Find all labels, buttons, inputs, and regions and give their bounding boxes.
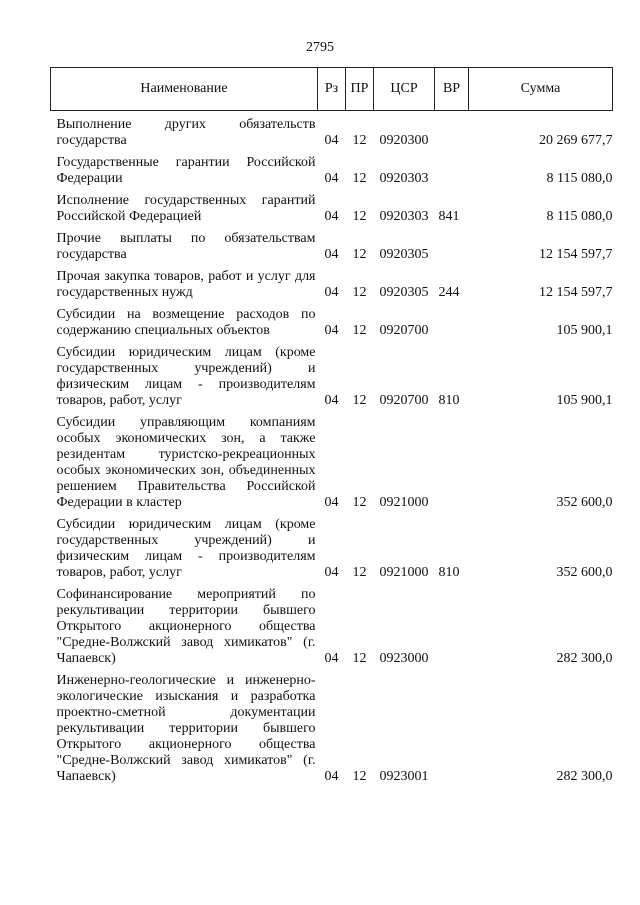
- row-rz: 04: [324, 495, 339, 510]
- row-csr: 0920700: [379, 323, 429, 338]
- row-csr: 0920700: [379, 393, 429, 408]
- row-vr: [435, 587, 469, 673]
- table-row: [51, 269, 613, 307]
- row-vr: [435, 307, 469, 345]
- row-sum: 8 115 080,0: [546, 209, 613, 224]
- table-row: [51, 673, 613, 791]
- row-csr: 0921000: [379, 565, 429, 580]
- row-csr: 0920303: [379, 171, 429, 186]
- row-sum: 105 900,1: [556, 393, 613, 408]
- row-sum: 282 300,0: [556, 769, 613, 784]
- row-name: Софинансирование мероприятий по рекультивации территории бывшего Открытого акционерного общества "Средне-Волжский завод химикатов" (г. Чапаевск): [56, 587, 316, 666]
- row-rz: 04: [324, 285, 339, 300]
- table-row: [51, 307, 613, 345]
- row-pr: 12: [352, 769, 367, 784]
- row-rz: 04: [324, 651, 339, 666]
- row-vr: [435, 415, 469, 517]
- row-csr: 0920300: [379, 133, 429, 148]
- row-vr: 810: [438, 393, 460, 408]
- row-vr: 810: [438, 565, 460, 580]
- table-row: [51, 587, 613, 673]
- row-pr: 12: [352, 393, 367, 408]
- table-row: [51, 517, 613, 587]
- row-rz: 04: [324, 133, 339, 148]
- table-row: [51, 111, 613, 156]
- row-pr: 12: [352, 209, 367, 224]
- row-pr: 12: [352, 171, 367, 186]
- row-sum: 8 115 080,0: [546, 171, 613, 186]
- row-pr: 12: [352, 285, 367, 300]
- row-name: Инженерно-геологические и инженерно-экологические изыскания и разработка проектно-сметной документации рекультивации территории бывшего Открытого акционерного общества "Средне-Волжский завод химикатов" (г. Чапаевск): [56, 673, 316, 784]
- row-name: Субсидии юридическим лицам (кроме государственных учреждений) и физическим лицам - производителям товаров, работ, услуг: [56, 517, 316, 580]
- row-name: Государственные гарантии Российской Федерации: [56, 155, 316, 186]
- row-pr: 12: [352, 565, 367, 580]
- row-name: Субсидии управляющим компаниям особых экономических зон, а также резидентам туристско-рекреационных особых экономических зон, объединенных решением Правительства Российской Федерации в кластер: [56, 415, 316, 510]
- row-vr: [435, 231, 469, 269]
- row-sum: 352 600,0: [556, 565, 613, 580]
- table-header-row: [51, 68, 613, 111]
- column-header-csr: ЦСР: [374, 68, 435, 111]
- row-rz: 04: [324, 565, 339, 580]
- row-pr: 12: [352, 495, 367, 510]
- row-rz: 04: [324, 393, 339, 408]
- row-name: Исполнение государственных гарантий Российской Федерацией: [56, 193, 316, 224]
- row-name: Субсидии юридическим лицам (кроме государственных учреждений) и физическим лицам - производителям товаров, работ, услуг: [56, 345, 316, 408]
- row-pr: 12: [352, 651, 367, 666]
- row-csr: 0921000: [379, 495, 429, 510]
- table-row: [51, 415, 613, 517]
- row-rz: 04: [324, 171, 339, 186]
- row-sum: 12 154 597,7: [539, 285, 613, 300]
- row-sum: 20 269 677,7: [539, 133, 613, 148]
- row-csr: 0923000: [379, 651, 429, 666]
- table-row: [51, 231, 613, 269]
- row-rz: 04: [324, 769, 339, 784]
- row-rz: 04: [324, 323, 339, 338]
- row-csr: 0920305: [379, 247, 429, 262]
- row-csr: 0920303: [379, 209, 429, 224]
- row-csr: 0923001: [379, 769, 429, 784]
- row-name: Прочая закупка товаров, работ и услуг для государственных нужд: [56, 269, 316, 300]
- row-vr: [435, 673, 469, 791]
- column-header-rz: Рз: [318, 68, 346, 111]
- row-pr: 12: [352, 323, 367, 338]
- row-vr: [435, 111, 469, 156]
- table-row: [51, 345, 613, 415]
- row-sum: 105 900,1: [556, 323, 613, 338]
- row-vr: [435, 155, 469, 193]
- budget-table: [50, 67, 613, 791]
- column-header-sum: Сумма: [469, 68, 613, 111]
- row-name: Выполнение других обязательств государства: [56, 117, 316, 148]
- column-header-vr: ВР: [435, 68, 469, 111]
- row-pr: 12: [352, 133, 367, 148]
- row-vr: 841: [438, 209, 460, 224]
- row-rz: 04: [324, 209, 339, 224]
- row-csr: 0920305: [379, 285, 429, 300]
- row-name: Субсидии на возмещение расходов по содержанию специальных объектов: [56, 307, 316, 338]
- row-sum: 12 154 597,7: [539, 247, 613, 262]
- row-name: Прочие выплаты по обязательствам государства: [56, 231, 316, 262]
- row-pr: 12: [352, 247, 367, 262]
- table-row: [51, 155, 613, 193]
- table-row: [51, 193, 613, 231]
- column-header-pr: ПР: [346, 68, 374, 111]
- row-sum: 352 600,0: [556, 495, 613, 510]
- column-header-name: Наименование: [51, 68, 318, 111]
- row-rz: 04: [324, 247, 339, 262]
- page-number: 2795: [306, 40, 334, 55]
- row-vr: 244: [438, 285, 460, 300]
- row-sum: 282 300,0: [556, 651, 613, 666]
